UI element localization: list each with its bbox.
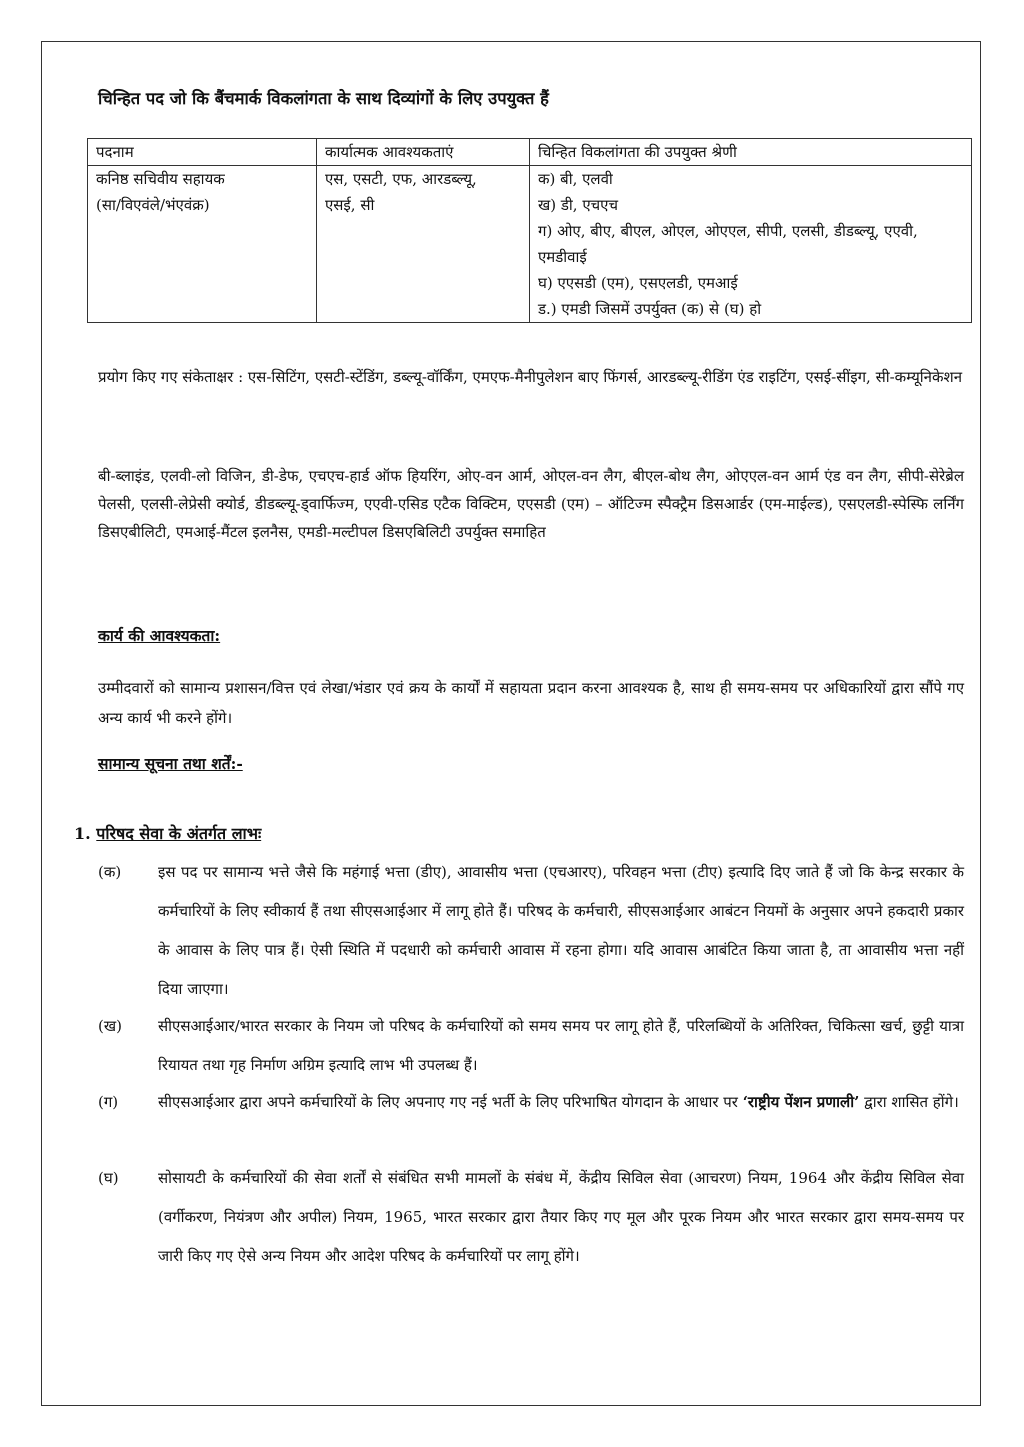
item-text-part: सीएसआईआर द्वारा अपने कर्मचारियों के लिए अपनाए गए नई भर्ती के लिए परिभाषित योगदान के आधार पर <box>158 1093 743 1111</box>
cell-categories <box>530 166 972 323</box>
point-1-title <box>74 822 261 844</box>
item-text <box>158 1083 964 1122</box>
requirements-line: एस, एसटी, एफ, आरडब्ल्यू, <box>325 170 477 188</box>
point-label: परिषद सेवा के अंतर्गत लाभः <box>96 824 262 843</box>
list-item <box>98 1159 964 1276</box>
item-text-part: द्वारा शासित होंगे। <box>859 1093 959 1111</box>
category-line: ग) ओए, बीए, बीएल, ओएल, ओएएल, सीपी, एलसी, डीडब्ल्यू, एएवी, एमडीवाई <box>538 222 918 266</box>
point-number: 1. <box>74 824 91 843</box>
requirements-line: एसई, सी <box>325 196 375 214</box>
pension-system-name: ‘राष्ट्रीय पेंशन प्रणाली’ <box>742 1093 860 1111</box>
item-text: सोसायटी के कर्मचारियों की सेवा शर्तों से संबंधित सभी मामलों के संबंध में, केंद्रीय सिविल सेवा (आचरण) नियम, 1964 और केंद्रीय सिविल सेवा (वर्गीकरण, नियंत्रण और अपील) नियम, 1965, भारत सरकार द्वारा तैयार किए गए मूल और पूरक नियम और भारत सरकार द्वारा समय-समय पर जारी किए गए ऐसे अन्य नियम और आदेश परिषद के कर्मचारियों पर लागू होंगे। <box>158 1169 964 1265</box>
header-requirements: कार्यात्मक आवश्यकताएं <box>317 139 530 166</box>
table-header-row <box>88 139 972 166</box>
work-requirement-text: उम्मीदवारों को सामान्य प्रशासन/वित्त एवं लेखा/भंडार एवं क्रय के कार्यों में सहायता प्रदान करना आवश्यक है, साथ ही समय-समय पर अधिकारियों द्वारा सौंपे गए अन्य कार्य भी करने होंगे। <box>98 679 964 727</box>
table-row <box>88 166 972 323</box>
page-heading: चिन्हित पद जो कि बैंचमार्क विकलांगता के साथ दिव्यांगों के लिए उपयुक्त हैं <box>98 89 549 108</box>
work-requirement-title: कार्य की आवश्यकता: <box>98 626 221 645</box>
header-post: पदनाम <box>88 139 317 166</box>
item-text: इस पद पर सामान्य भत्ते जैसे कि महंगाई भत्ता (डीए), आवासीय भत्ता (एचआरए), परिवहन भत्ता (टीए) इत्यादि दिए जाते हैं जो कि केन्द्र सरकार के कर्मचारियों के लिए स्वीकार्य हैं तथा सीएसआईआर में लागू होते हैं। परिषद के कर्मचारी, सीएसआईआर आबंटन नियमों के अनुसार अपने हकदारी प्रकार के आवास के लिए पात्र हैं। ऐसी स्थिति में पदधारी को कर्मचारी आवास में रहना होगा। यदि आवास आबंटित किया जाता है, ता आवासीय भत्ता नहीं दिया जाएगा। <box>158 863 964 998</box>
item-marker: (ग) <box>98 1093 119 1111</box>
list-item <box>98 1083 964 1122</box>
post-line: कनिष्ठ सचिवीय सहायक <box>96 170 225 188</box>
item-marker: (ख) <box>98 1017 122 1035</box>
category-line: क) बी, एलवी <box>538 170 613 188</box>
list-item <box>98 1007 964 1085</box>
abbreviations-paragraph: प्रयोग किए गए संकेताक्षर : एस-सिटिंग, एसटी-स्टेंडिंग, डब्ल्यू-वॉर्किंग, एमएफ-मैनीपुलेशन बाए फिंगर्स, आरडब्ल्यू-रीडिंग एंड राइटिंग, एसई-सींइग, सी-कम्यूनिकेशन <box>98 368 963 386</box>
header-categories: चिन्हित विकलांगता की उपयुक्त श्रेणी <box>530 139 972 166</box>
item-marker: (घ) <box>98 1169 119 1187</box>
category-line: ड.) एमडी जिसमें उपर्युक्त (क) से (घ) हो <box>538 300 762 318</box>
post-disability-table <box>87 138 972 323</box>
cell-post <box>88 166 317 323</box>
post-line: (सा/विएवंले/भंएवंक्र) <box>96 196 210 214</box>
general-conditions-title: सामान्य सूचना तथा शर्तें:- <box>98 754 243 773</box>
cell-requirements <box>317 166 530 323</box>
category-line: ख) डी, एचएच <box>538 196 618 214</box>
item-text: सीएसआईआर/भारत सरकार के नियम जो परिषद के कर्मचारियों को समय समय पर लागू होते हैं, परिलब्धियों के अतिरिक्त, चिकित्सा खर्च, छुट्टी यात्रा रियायत तथा गृह निर्माण अग्रिम इत्यादि लाभ भी उपलब्ध हैं। <box>158 1017 964 1074</box>
abbreviations-legend-paragraph: बी-ब्लाइंड, एलवी-लो विजिन, डी-डेफ, एचएच-हार्ड ऑफ हियरिंग, ओए-वन आर्म, ओएल-वन लैग, बीएल-बोथ लैग, ओएएल-वन आर्म एंड वन लैग, सीपी-सेरेब्रेल पेलसी, एलसी-लेप्रेसी क्योर्ड, डीडब्ल्यू-ड्वार्फिज्म, एएवी-एसिड एटैक विक्टिम, एएसडी (एम) – ऑटिज्म स्पैक्ट्रैम डिसआर्डर (एम-माईल्ड), एसएलडी-स्पेस्फि लर्निंग डिसएबीलिटी, एमआई-मैंटल इलनैस, एमडी-मल्टीपल डिसएबिलिटी उपर्युक्त समाहित <box>98 467 964 541</box>
item-marker: (क) <box>98 863 122 881</box>
list-item <box>98 853 964 1009</box>
category-line: घ) एएसडी (एम), एसएलडी, एमआई <box>538 274 738 292</box>
